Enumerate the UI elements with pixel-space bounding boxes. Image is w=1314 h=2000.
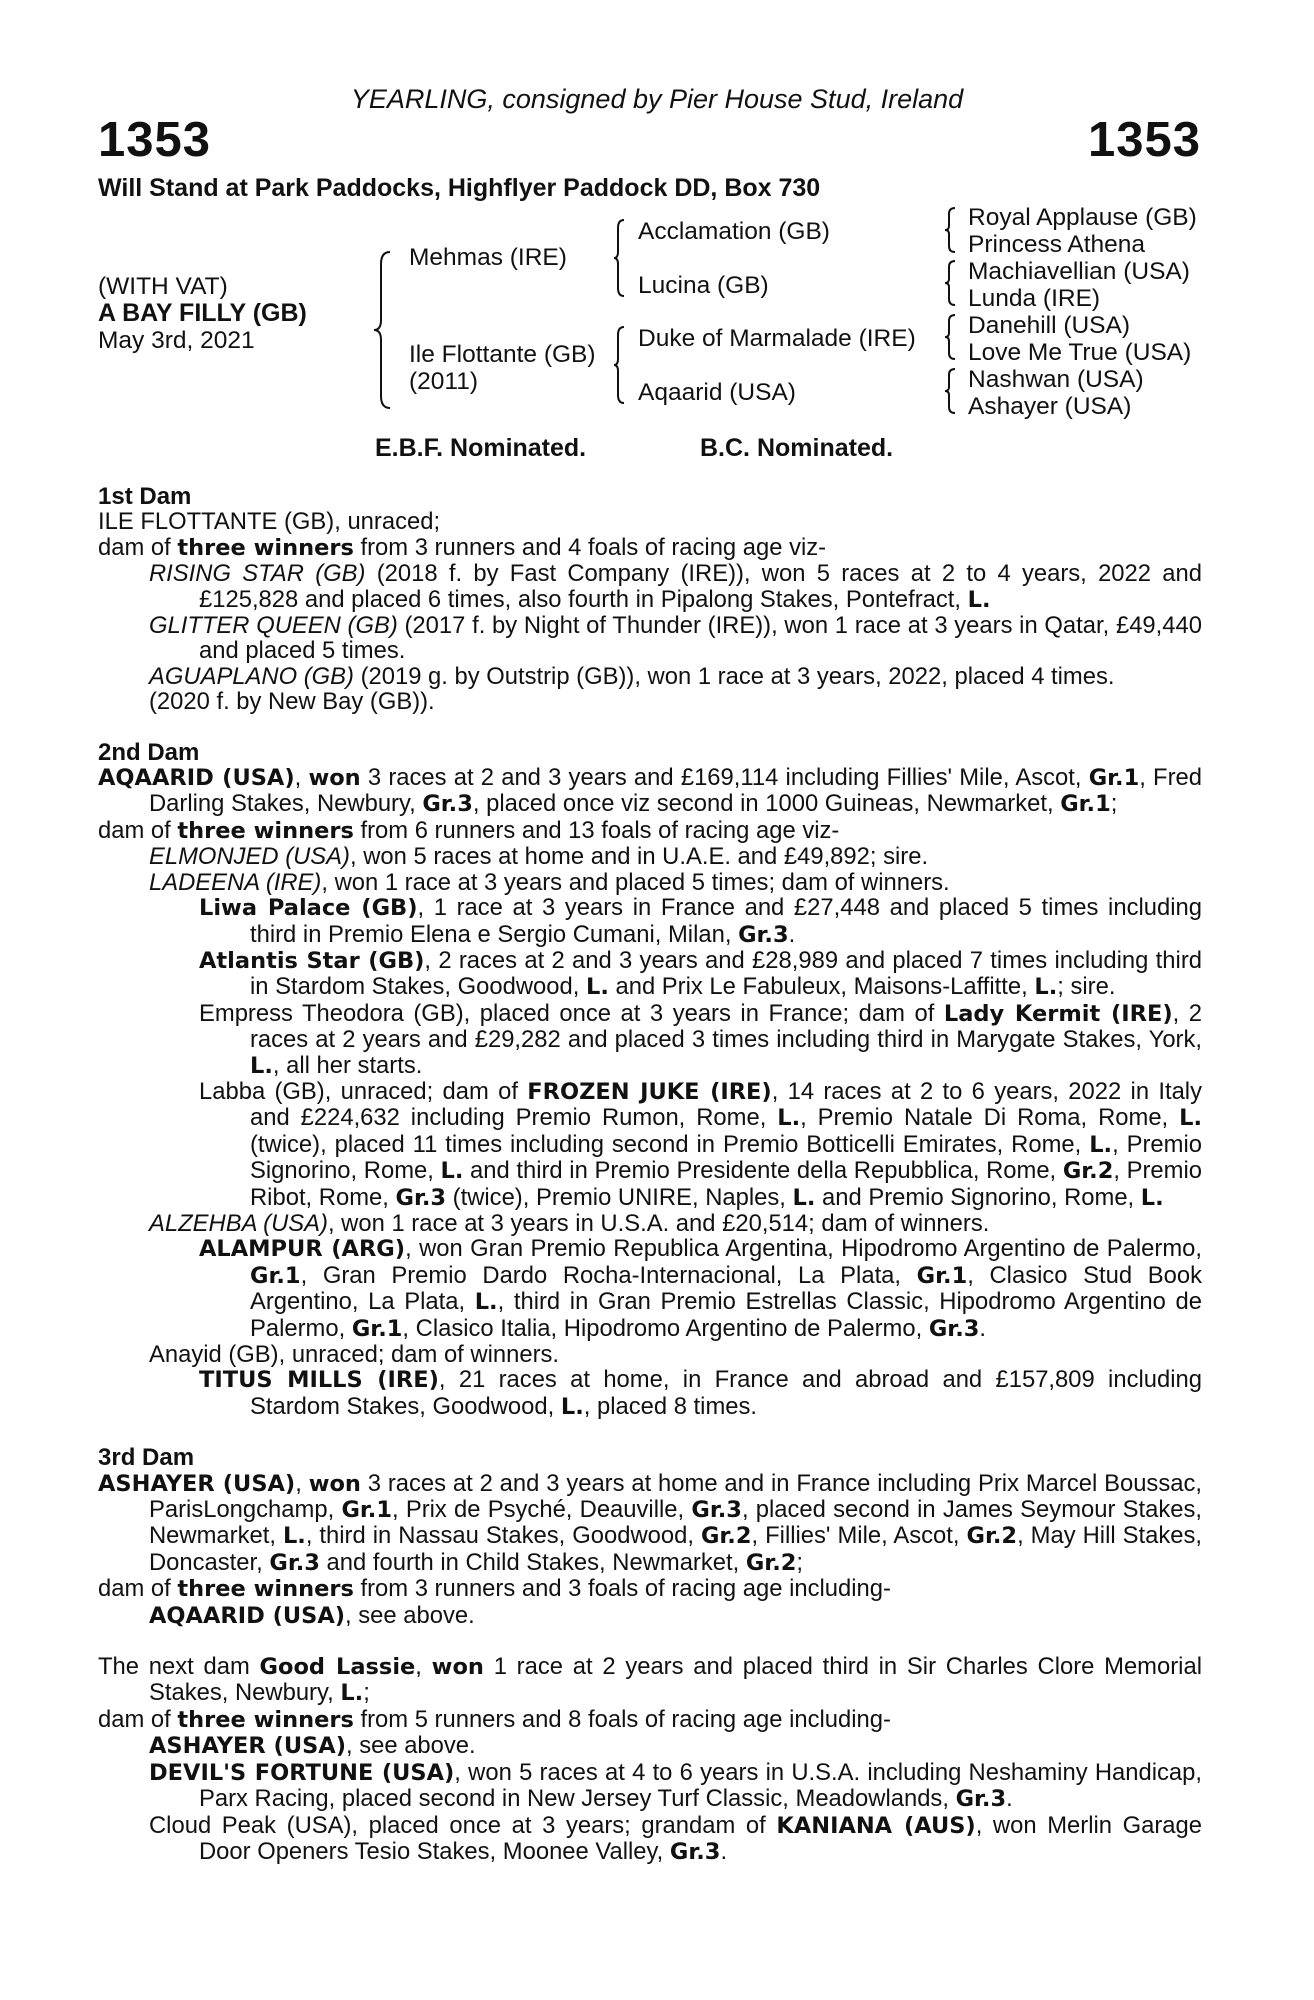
consignment-header: YEARLING, consigned by Pier House Stud, Ireland — [350, 84, 964, 114]
produce-anayid: Anayid (GB), unraced; dam of winners. — [149, 1341, 560, 1368]
pedigree-sire-dam: Lucina (GB) — [638, 272, 769, 299]
pedigree-sire: Mehmas (IRE) — [409, 244, 567, 271]
pedigree-g3-5: Danehill (USA) — [968, 312, 1131, 339]
produce-aguaplano: AGUAPLANO (GB) (2019 g. by Outstrip (GB)), won 1 race at 3 years, 2022, placed 4 times. — [149, 662, 1115, 690]
bc-nomination: B.C. Nominated. — [700, 434, 894, 462]
pedigree-g3-4: Lunda (IRE) — [968, 285, 1101, 312]
third-dam-record: ASHAYER (USA), won 3 races at 2 and 3 years at home and in France including Prix Marcel Boussac, ParisLongchamp, Gr.1, Prix de Psyché, Deauville, Gr.3, placed second in James Seymour Stakes, Newmarket, L., third in Nassau Stakes, Goodwood, Gr.2, Fillies' Mile, Ascot, Gr.2, May Hill Stakes, Doncaster, Gr.3 and fourth in Child Stakes, Newmarket, Gr.2; — [98, 1469, 1203, 1576]
third-dam-heading: 3rd Dam — [98, 1444, 195, 1472]
vat-note: (WITH VAT) — [98, 273, 228, 300]
pedigree-brace-g4 — [943, 366, 957, 416]
produce-devils-fortune: DEVIL'S FORTUNE (USA), won 5 races at 4 to 6 years in U.S.A. including Neshaminy Handicap, Parx Racing, placed second in New Jersey Turf Classic, Meadowlands, Gr.3. — [149, 1758, 1202, 1813]
horse-name: A BAY FILLY (GB) — [98, 299, 307, 327]
pedigree-dam-year: (2011) — [409, 368, 479, 395]
second-dam-heading: 2nd Dam — [98, 738, 200, 766]
lot-number-right: 1353 — [1087, 113, 1201, 167]
foaling-date: May 3rd, 2021 — [98, 327, 255, 354]
pedigree-brace-g1 — [943, 205, 957, 255]
ebf-nomination: E.B.F. Nominated. — [375, 434, 587, 462]
pedigree-brace-g2 — [943, 258, 957, 308]
produce-alampur: ALAMPUR (ARG), won Gran Premio Republica Argentina, Hipodromo Argentino de Palermo, Gr.1, Gran Premio Dardo Rocha-Internacional, La Plata, Gr.1, Clasico Stud Book Argentino, La Plata, L., third in Gran Premio Estrellas Classic, Hipodromo Argentino de Palermo, Gr.1, Clasico Italia, Hipodromo Argentino de Palermo, Gr.3. — [199, 1235, 1202, 1342]
pedigree-brace-g3 — [943, 312, 957, 362]
next-dam-produce-summary: dam of three winners from 5 runners and 8 foals of racing age including- — [98, 1705, 891, 1733]
produce-aqaarid-ref: AQAARID (USA), see above. — [149, 1601, 475, 1629]
first-dam-line: ILE FLOTTANTE (GB), unraced; — [98, 508, 441, 536]
pedigree-dam-sire: Duke of Marmalade (IRE) — [638, 325, 916, 352]
produce-glitter-queen: GLITTER QUEEN (GB) (2017 f. by Night of Thunder (IRE)), won 1 race at 3 years in Qatar, £49,440 and placed 5 times. — [149, 612, 1202, 665]
produce-labba: Labba (GB), unraced; dam of FROZEN JUKE (IRE), 14 races at 2 to 6 years, 2022 in Italy and £224,632 including Premio Rumon, Rome, L., Premio Natale Di Roma, Rome, L. (twice), placed 11 times including second in Premio Botticelli Emirates, Rome, L., Premio Signorino, Rome, L. and third in Premio Presidente della Repubblica, Rome, Gr.2, Premio Ribot, Rome, Gr.3 (twice), Premio UNIRE, Naples, L. and Premio Signorino, Rome, L. — [199, 1077, 1202, 1211]
produce-2020-filly: (2020 f. by New Bay (GB)). — [149, 688, 435, 716]
third-dam-produce-summary: dam of three winners from 3 runners and 3 foals of racing age including- — [98, 1575, 891, 1603]
stabling-info: Will Stand at Park Paddocks, Highflyer Paddock DD, Box 730 — [98, 174, 821, 202]
produce-alzehba: ALZEHBA (USA), won 1 race at 3 years in U.S.A. and £20,514; dam of winners. — [149, 1209, 990, 1237]
pedigree-g3-8: Ashayer (USA) — [968, 393, 1132, 420]
pedigree-dam-dam: Aqaarid (USA) — [638, 379, 796, 406]
produce-liwa-palace: Liwa Palace (GB), 1 race at 3 years in France and £27,448 and placed 5 times including third in Premio Elena e Sergio Cumani, Milan, Gr.3. — [199, 894, 1202, 948]
lot-number-left: 1353 — [98, 113, 212, 167]
pedigree-g3-6: Love Me True (USA) — [968, 339, 1192, 366]
produce-empress-theodora: Empress Theodora (GB), placed once at 3 years in France; dam of Lady Kermit (IRE), 2 races at 2 years and £29,282 and placed 3 times including third in Marygate Stakes, York, L., all her starts. — [199, 999, 1203, 1079]
produce-ladeena: LADEENA (IRE), won 1 race at 3 years and placed 5 times; dam of winners. — [149, 868, 950, 896]
pedigree-g3-7: Nashwan (USA) — [968, 366, 1144, 393]
produce-cloud-peak: Cloud Peak (USA), placed once at 3 years; grandam of KANIANA (AUS), won Merlin Garage Door Openers Tesio Stakes, Moonee Valley, Gr.3. — [149, 1811, 1202, 1865]
pedigree-sire-sire: Acclamation (GB) — [638, 218, 830, 245]
produce-rising-star: RISING STAR (GB) (2018 f. by Fast Company (IRE)), won 5 races at 2 to 4 years, 2022 and £125,828 and placed 6 times, also fourth in Pipalong Stakes, Pontefract, L. — [149, 560, 1202, 613]
produce-record — [98, 484, 1202, 1865]
pedigree-brace-sire — [612, 218, 626, 298]
second-dam-record: AQAARID (USA), won 3 races at 2 and 3 years and £169,114 including Fillies' Mile, Ascot, Gr.1, Fred Darling Stakes, Newbury, Gr.3, placed once viz second in 1000 Guineas, Newmarket, Gr.1; — [98, 764, 1202, 818]
pedigree-dam: Ile Flottante (GB) — [409, 341, 596, 368]
produce-ashayer-ref: ASHAYER (USA), see above. — [149, 1732, 476, 1760]
pedigree-brace-main — [372, 250, 392, 410]
pedigree-brace-dam — [612, 325, 626, 405]
first-dam-heading: 1st Dam — [98, 483, 192, 510]
next-dam-record: The next dam Good Lassie, won 1 race at 2 years and placed third in Sir Charles Clore Memorial Stakes, Newbury, L.; — [98, 1653, 1202, 1707]
pedigree-g3-3: Machiavellian (USA) — [968, 258, 1190, 285]
pedigree-g3-2: Princess Athena — [968, 231, 1146, 258]
first-dam-produce-summary: dam of three winners from 3 runners and 4 foals of racing age viz- — [98, 533, 827, 561]
produce-atlantis-star: Atlantis Star (GB), 2 races at 2 and 3 years and £28,989 and placed 7 times including third in Stardom Stakes, Goodwood, L. and Prix Le Fabuleux, Maisons-Laffitte, L.; sire. — [199, 946, 1202, 1001]
pedigree-g3-1: Royal Applause (GB) — [968, 204, 1197, 231]
produce-titus-mills: TITUS MILLS (IRE), 21 races at home, in France and abroad and £157,809 including Stardom Stakes, Goodwood, L., placed 8 times. — [199, 1366, 1202, 1420]
produce-elmonjed: ELMONJED (USA), won 5 races at home and in U.A.E. and £49,892; sire. — [149, 843, 929, 871]
second-dam-produce-summary: dam of three winners from 6 runners and 13 foals of racing age viz- — [98, 816, 840, 844]
